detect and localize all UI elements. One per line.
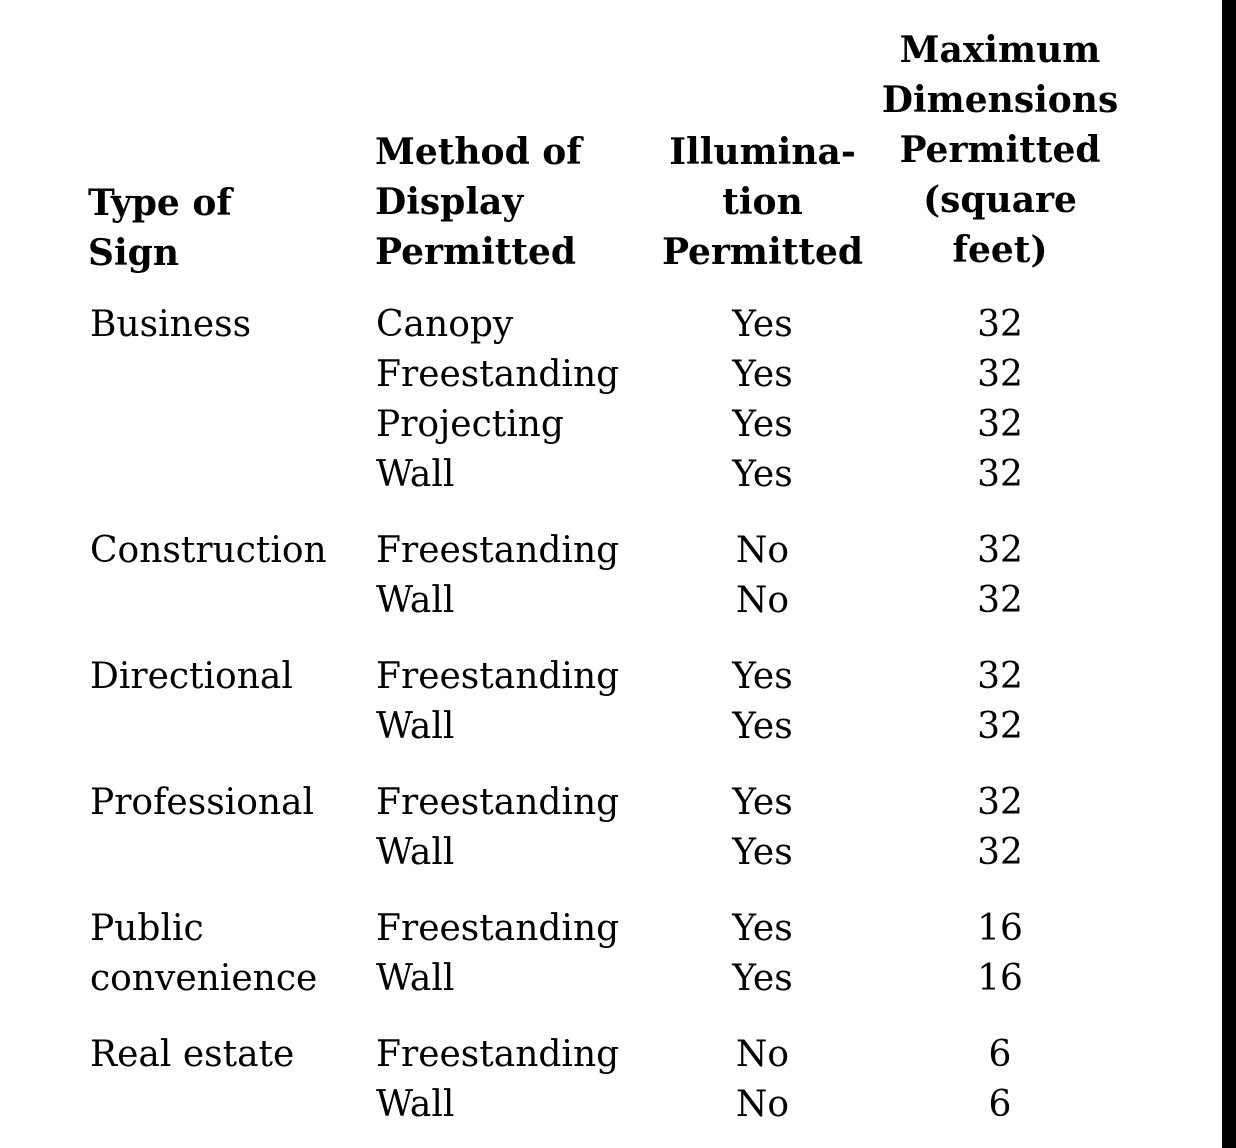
table-row: [0, 576, 1222, 626]
cell-illumination: Yes: [732, 908, 793, 949]
cell-method-of-display: Wall: [376, 706, 455, 747]
cell-type-of-sign: Professional: [90, 782, 315, 823]
cell-illumination: Yes: [732, 782, 793, 823]
cell-method-of-display: Wall: [376, 832, 455, 873]
cell-max-dimensions: 32: [977, 782, 1023, 823]
header-method-of-display: Method of Display Permitted: [375, 131, 582, 273]
cell-illumination: Yes: [732, 354, 793, 395]
cell-max-dimensions: 32: [977, 454, 1023, 495]
cell-max-dimensions: 32: [977, 706, 1023, 747]
cell-type-of-sign: convenience: [90, 958, 318, 999]
cell-type-of-sign: Construction: [90, 530, 327, 571]
cell-illumination: No: [735, 530, 790, 571]
table-row: [0, 702, 1222, 752]
table-body: [0, 300, 1222, 1130]
cell-max-dimensions: 32: [977, 580, 1023, 621]
cell-max-dimensions: 32: [977, 832, 1023, 873]
cell-type-of-sign: Real estate: [90, 1034, 295, 1075]
right-edge-rule: [1222, 0, 1236, 1148]
table-row: [0, 300, 1222, 350]
cell-max-dimensions: 32: [977, 404, 1023, 445]
cell-method-of-display: Freestanding: [376, 656, 620, 697]
header-max-dimensions: Maximum Dimensions Permitted (square feet): [881, 29, 1119, 271]
table-row: [0, 450, 1222, 500]
header-type-of-sign: Type of Sign: [88, 182, 232, 274]
cell-max-dimensions: 16: [977, 908, 1023, 949]
cell-illumination: Yes: [732, 454, 793, 495]
cell-illumination: No: [735, 1034, 790, 1075]
cell-method-of-display: Canopy: [376, 304, 514, 345]
cell-method-of-display: Projecting: [376, 404, 564, 445]
cell-illumination: Yes: [732, 706, 793, 747]
table-row: [0, 1030, 1222, 1080]
cell-method-of-display: Freestanding: [376, 1034, 620, 1075]
cell-method-of-display: Freestanding: [376, 530, 620, 571]
table-row: [0, 904, 1222, 954]
cell-method-of-display: Freestanding: [376, 354, 620, 395]
cell-max-dimensions: 32: [977, 656, 1023, 697]
cell-max-dimensions: 32: [977, 354, 1023, 395]
cell-type-of-sign: Business: [90, 304, 252, 345]
cell-illumination: No: [735, 580, 790, 621]
table-row: [0, 828, 1222, 878]
cell-illumination: Yes: [732, 832, 793, 873]
cell-method-of-display: Wall: [376, 1084, 455, 1125]
cell-method-of-display: Wall: [376, 958, 455, 999]
cell-illumination: Yes: [732, 304, 793, 345]
header-illumination: Illumina- tion Permitted: [661, 131, 864, 273]
cell-type-of-sign: Directional: [90, 656, 293, 697]
table-row: [0, 652, 1222, 702]
cell-illumination: Yes: [732, 958, 793, 999]
table-row: [0, 954, 1222, 1004]
cell-illumination: Yes: [732, 404, 793, 445]
table-row: [0, 350, 1222, 400]
cell-max-dimensions: 16: [977, 958, 1023, 999]
cell-type-of-sign: Public: [90, 908, 204, 949]
table-row: [0, 778, 1222, 828]
table-row: [0, 1080, 1222, 1130]
cell-max-dimensions: 32: [977, 530, 1023, 571]
cell-max-dimensions: 6: [988, 1084, 1012, 1125]
cell-method-of-display: Wall: [376, 580, 455, 621]
table-row: [0, 400, 1222, 450]
table-row: [0, 526, 1222, 576]
cell-max-dimensions: 6: [988, 1034, 1012, 1075]
cell-method-of-display: Wall: [376, 454, 455, 495]
cell-illumination: No: [735, 1084, 790, 1125]
cell-method-of-display: Freestanding: [376, 908, 620, 949]
cell-method-of-display: Freestanding: [376, 782, 620, 823]
cell-max-dimensions: 32: [977, 304, 1023, 345]
cell-illumination: Yes: [732, 656, 793, 697]
